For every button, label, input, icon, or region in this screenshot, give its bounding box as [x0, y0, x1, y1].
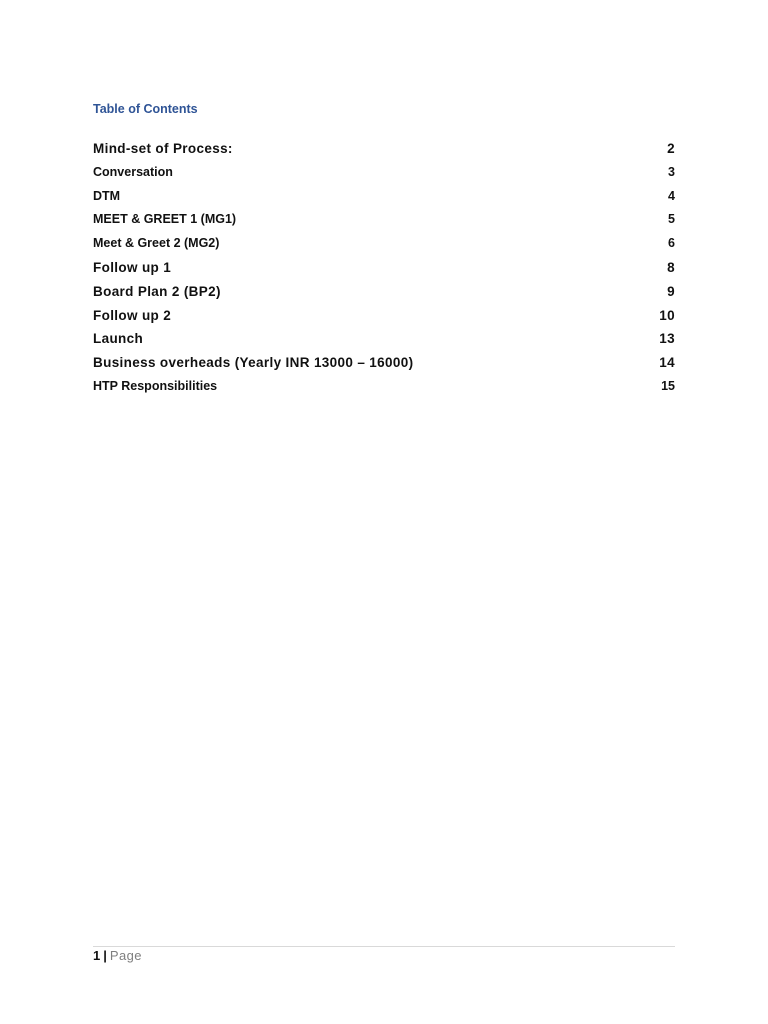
toc-entry-page: 9: [667, 283, 675, 299]
footer-page-label: Page: [109, 948, 142, 963]
toc-entry-page: 10: [659, 307, 675, 323]
page-footer: [93, 948, 142, 963]
toc-entry-page: 4: [668, 188, 675, 203]
toc-entry-follow-up-1[interactable]: [93, 260, 675, 284]
toc-entry-page: 3: [668, 164, 675, 179]
toc-entry-page: 8: [667, 259, 675, 275]
toc-entry-page: 14: [659, 355, 675, 371]
toc-entry-page: 6: [668, 236, 675, 251]
toc-entry-title: Launch: [93, 331, 144, 347]
toc-entry-title: Business overheads (Yearly INR 13000 – 16000): [93, 355, 414, 371]
toc-list: [93, 141, 675, 403]
toc-entry-mindset[interactable]: [93, 141, 675, 165]
toc-entry-htp-responsibilities[interactable]: [93, 379, 675, 403]
toc-entry-page: 5: [668, 212, 675, 227]
toc-entry-title: Follow up 2: [93, 307, 172, 323]
toc-entry-meet-greet-1[interactable]: [93, 212, 675, 236]
toc-entry-title: Mind-set of Process:: [93, 141, 233, 156]
toc-entry-title: DTM: [93, 188, 121, 203]
toc-entry-conversation[interactable]: [93, 165, 675, 189]
toc-entry-business-overheads[interactable]: [93, 355, 675, 379]
toc-entry-meet-greet-2[interactable]: [93, 236, 675, 260]
toc-entry-page: 15: [661, 378, 675, 393]
toc-entry-title: Follow up 1: [93, 259, 172, 275]
toc-entry-launch[interactable]: [93, 331, 675, 355]
toc-heading: Table of Contents: [93, 102, 198, 116]
toc-entry-follow-up-2[interactable]: [93, 308, 675, 332]
toc-entry-page: 13: [659, 331, 675, 347]
toc-entry-dtm[interactable]: [93, 189, 675, 213]
toc-entry-title: Meet & Greet 2 (MG2): [93, 236, 220, 251]
footer-divider: [93, 946, 675, 947]
footer-separator: |: [103, 948, 107, 963]
toc-entry-board-plan-2[interactable]: [93, 284, 675, 308]
footer-page-number: 1: [93, 948, 101, 963]
toc-entry-title: MEET & GREET 1 (MG1): [93, 212, 237, 227]
toc-entry-page: 2: [667, 141, 675, 156]
toc-entry-title: HTP Responsibilities: [93, 378, 218, 393]
toc-entry-title: Conversation: [93, 164, 173, 179]
toc-entry-title: Board Plan 2 (BP2): [93, 283, 221, 299]
